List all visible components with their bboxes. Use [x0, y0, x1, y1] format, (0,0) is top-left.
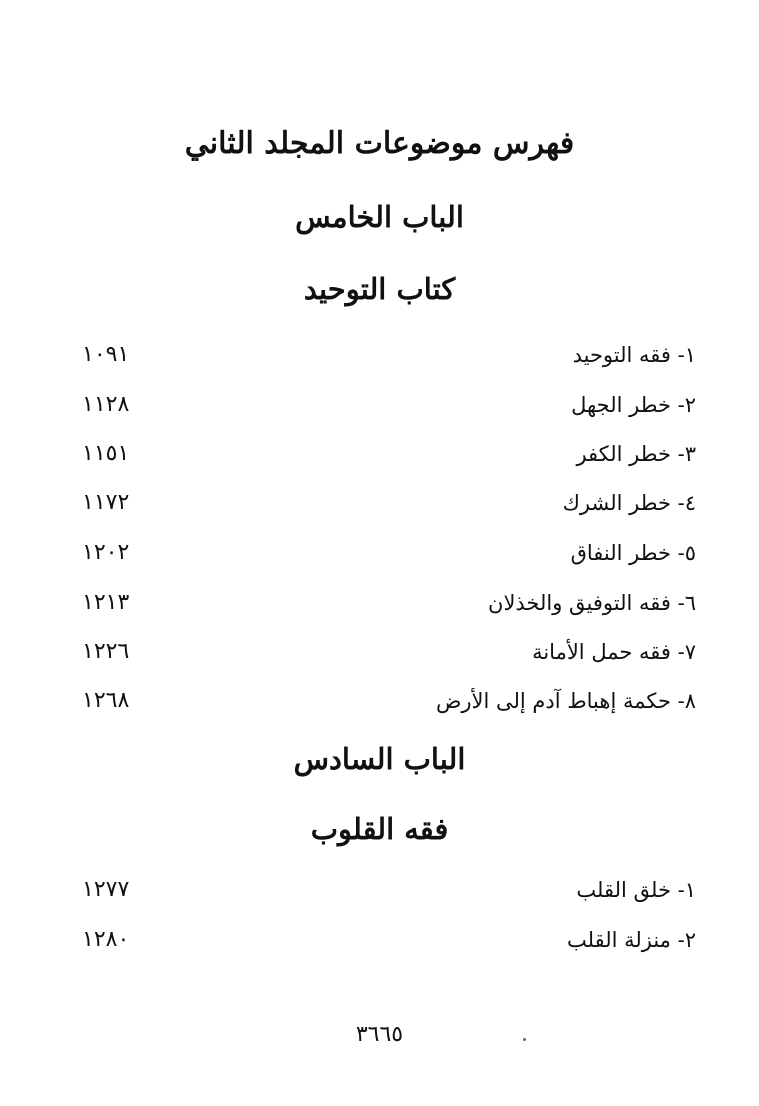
toc-entry-page: ١٢١٣: [82, 590, 130, 615]
toc-entry-page: ١٢٦٨: [82, 688, 130, 713]
toc-entry-page: ١٢٧٧: [82, 877, 130, 902]
toc-entry-title: ٧- فقه حمل الأمانة: [532, 640, 696, 664]
toc-entry: [60, 684, 696, 718]
scan-speck: [523, 1038, 526, 1041]
page-number: ٣٦٦٥: [355, 1022, 404, 1047]
toc-entry: [60, 486, 696, 520]
book-heading: فقه القلوب: [310, 812, 449, 846]
toc-entry: [60, 635, 696, 669]
toc-entry: [60, 586, 696, 620]
toc-entry-title: ٣- خطر الكفر: [576, 442, 696, 466]
toc-entry-page: ١٢٢٦: [82, 639, 130, 664]
toc-entry-title: ٢- خطر الجهل: [571, 393, 696, 417]
toc-entry-title: ٦- فقه التوفيق والخذلان: [488, 591, 696, 615]
toc-entry-page: ١٢٨٠: [82, 927, 130, 952]
toc-entry: [60, 923, 696, 957]
part-heading: الباب الخامس: [295, 200, 464, 234]
toc-entry-title: ٥- خطر النفاق: [570, 541, 696, 565]
toc-entry: [60, 338, 696, 372]
toc-entry-page: ١١٢٨: [82, 392, 130, 417]
toc-entry-title: ١- خلق القلب: [576, 878, 696, 902]
toc-entry: [60, 437, 696, 471]
page-title: فهرس موضوعات المجلد الثاني: [184, 126, 575, 161]
toc-entry-title: ٨- حكمة إهباط آدم إلى الأرض: [435, 689, 696, 713]
toc-entry-page: ١٠٩١: [82, 342, 130, 367]
toc-entry-page: ١٢٠٢: [82, 540, 130, 565]
toc-entry-page: ١١٥١: [82, 441, 130, 466]
toc-entry-title: ٢- منزلة القلب: [567, 928, 696, 952]
toc-entry: [60, 388, 696, 422]
toc-entry-title: ٤- خطر الشرك: [562, 491, 696, 515]
toc-entry-title: ١- فقه التوحيد: [572, 343, 696, 367]
toc-entry: [60, 873, 696, 907]
toc-entry-page: ١١٧٢: [82, 490, 130, 515]
part-heading: الباب السادس: [293, 742, 466, 776]
toc-entry: [60, 536, 696, 570]
book-heading: كتاب التوحيد: [303, 272, 456, 306]
